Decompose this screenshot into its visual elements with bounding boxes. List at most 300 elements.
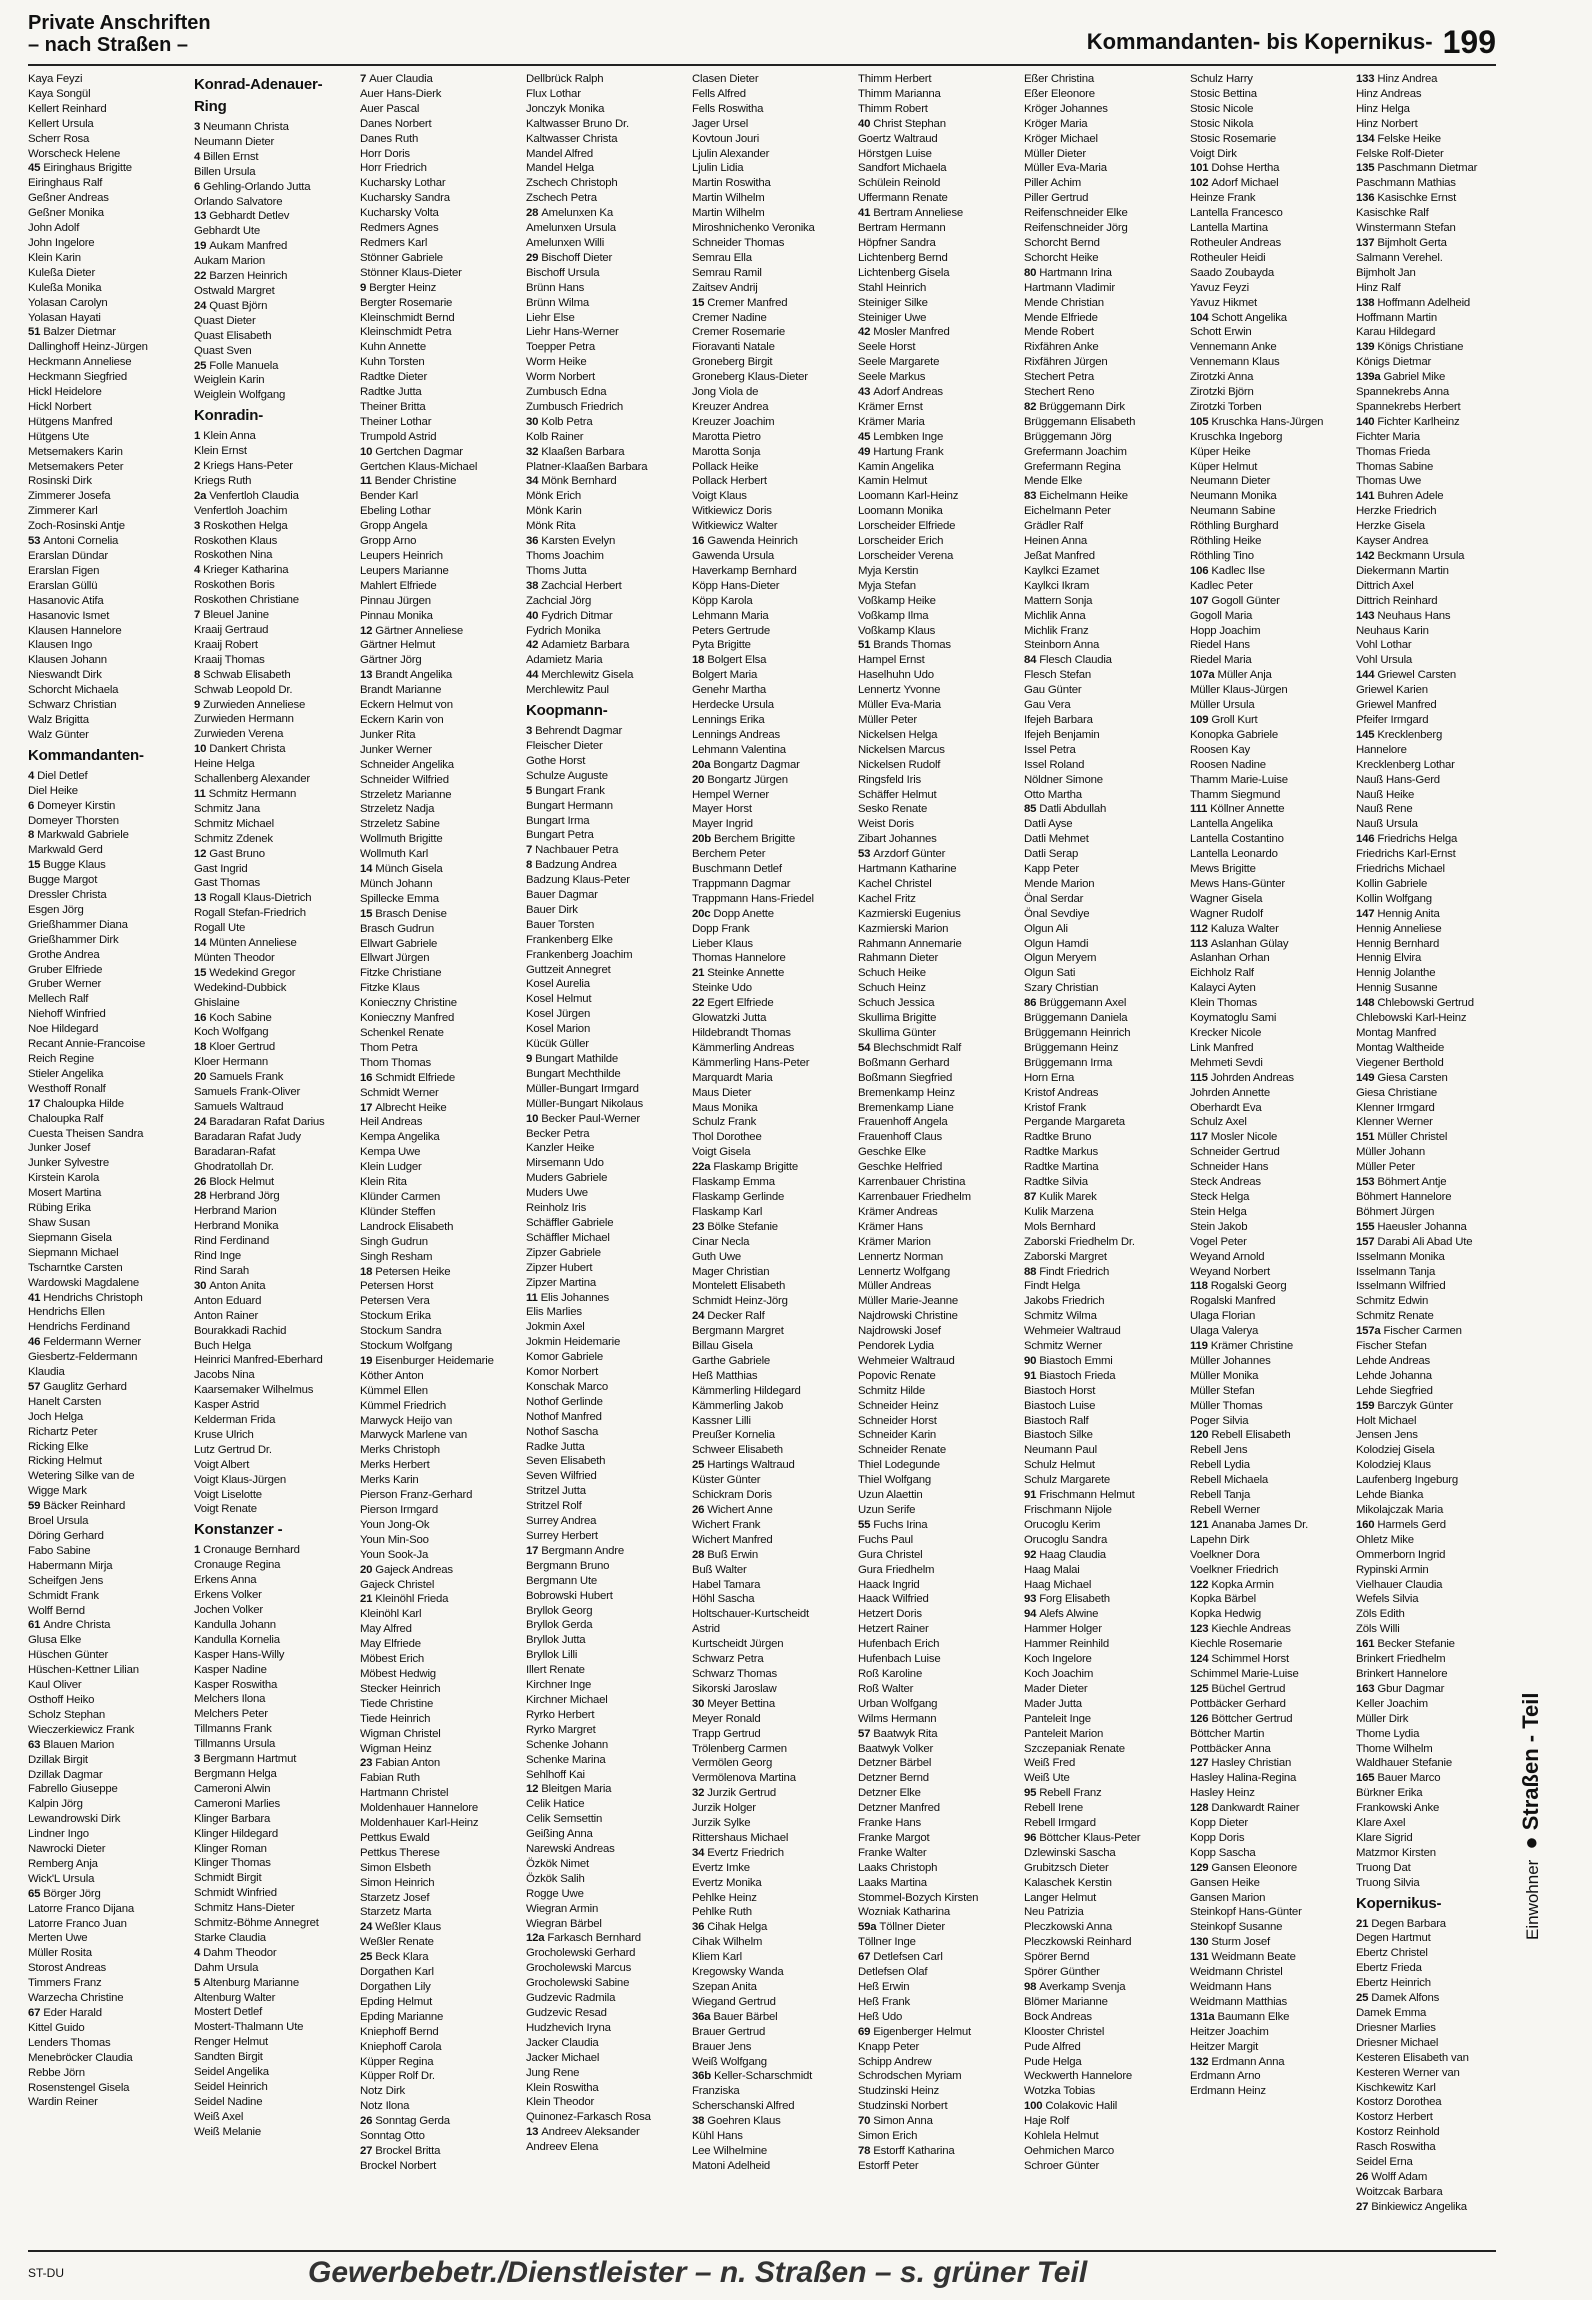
resident-name: Badzung Andrea [535, 859, 617, 872]
resident-name: Jochen Volker [194, 1604, 263, 1616]
resident-entry [692, 1399, 854, 1414]
resident-name: Link Manfred [1190, 1041, 1254, 1054]
resident-name: Ulaga Florian [1190, 1310, 1256, 1323]
resident-name: Dellbrück Ralph [526, 73, 604, 85]
resident-name: Radtke Silvia [1024, 1176, 1088, 1189]
resident-name: Bergter Heinz [369, 281, 437, 294]
resident-entry [360, 2025, 522, 2040]
resident-entry [858, 221, 1020, 236]
resident-entry [1190, 1920, 1352, 1935]
resident-name: Blechschmidt Ralf [873, 1041, 962, 1054]
resident-name: Cremer Nadine [692, 311, 767, 324]
resident-name: Wozniak Katharina [858, 1906, 950, 1919]
resident-name: Vennemann Klaus [1190, 356, 1280, 369]
resident-entry [526, 1141, 688, 1156]
resident-entry [526, 2051, 688, 2066]
resident-entry [526, 1425, 688, 1440]
resident-entry [360, 981, 522, 996]
resident-entry [1024, 1592, 1186, 1607]
resident-entry [28, 102, 190, 117]
resident-entry [194, 1339, 356, 1354]
resident-name: Nöldner Simone [1024, 773, 1103, 786]
resident-entry [360, 1607, 522, 1622]
resident-name: Wolff Adam [1371, 2170, 1428, 2183]
house-number: 21 [360, 1593, 373, 1606]
resident-name: Oehmichen Marco [1024, 2144, 1115, 2157]
resident-entry [526, 1365, 688, 1380]
resident-name: Haselhuhn Udo [858, 669, 934, 682]
resident-entry [194, 1633, 356, 1648]
resident-name: Mende Robert [1024, 326, 1094, 339]
resident-entry [1356, 609, 1518, 624]
resident-entry [1190, 2069, 1352, 2084]
resident-name: Fuchs Irina [873, 1518, 928, 1531]
resident-name: Kristof Frank [1024, 1101, 1086, 1114]
resident-name: Steiniger Uwe [858, 311, 927, 324]
resident-name: Giesa Christiane [1356, 1086, 1438, 1099]
street-heading: Konradin- [194, 407, 264, 425]
resident-entry [360, 1086, 522, 1101]
directory-column [360, 72, 526, 2252]
resident-name: Damek Alfons [1371, 1992, 1440, 2005]
resident-entry [28, 653, 190, 668]
resident-entry [194, 578, 356, 593]
resident-name: Montag Manfred [1356, 1027, 1437, 1039]
resident-entry [1190, 1786, 1352, 1801]
resident-name: Bungart Mechthilde [526, 1067, 621, 1080]
resident-name: Marotta Pietro [692, 430, 761, 443]
resident-entry [692, 966, 854, 981]
resident-name: Kosel Jürgen [526, 1008, 591, 1021]
house-number: 90 [1024, 1354, 1037, 1367]
resident-name: Cuesta Theisen Sandra [28, 1127, 144, 1140]
resident-entry [194, 1264, 356, 1279]
resident-entry [692, 1905, 854, 1920]
resident-entry [194, 623, 356, 638]
resident-name: Eigenberger Helmut [873, 2025, 971, 2038]
resident-entry [194, 1752, 356, 1767]
resident-name: Rebell Irene [1024, 1802, 1084, 1815]
resident-entry [194, 1991, 356, 2006]
resident-entry [858, 653, 1020, 668]
resident-entry [194, 1025, 356, 1040]
resident-name: Andreev Elena [526, 2141, 599, 2154]
resident-name: Lehde Johanna [1356, 1369, 1432, 1382]
resident-entry [858, 1697, 1020, 1712]
resident-name: Kasper Hans-Willy [194, 1648, 285, 1661]
resident-entry [526, 266, 688, 281]
resident-name: Glusa Elke [28, 1634, 82, 1647]
resident-name: Worm Heike [526, 356, 587, 369]
resident-name: Seele Horst [858, 341, 916, 354]
house-number: 67 [858, 1951, 871, 1964]
resident-entry [194, 1827, 356, 1842]
resident-entry [1024, 2055, 1186, 2070]
resident-name: Flux Lothar [526, 87, 581, 100]
resident-name: Guth Uwe [692, 1250, 742, 1263]
resident-name: Schwarz Thomas [692, 1667, 777, 1680]
resident-entry [194, 757, 356, 772]
resident-entry [28, 1201, 190, 1216]
directory-column [1190, 72, 1356, 2252]
resident-entry [692, 206, 854, 221]
resident-name: Schmitz Zdenek [194, 832, 273, 845]
resident-name: Sandfort Michaela [858, 162, 947, 175]
resident-entry [360, 1697, 522, 1712]
resident-name: Pude Helga [1024, 2055, 1082, 2068]
resident-entry [28, 1902, 190, 1917]
resident-entry [858, 206, 1020, 221]
resident-entry [858, 2010, 1020, 2025]
resident-name: Rittershaus Michael [692, 1831, 789, 1844]
resident-name: Frankenberg Joachim [526, 948, 633, 961]
resident-entry [858, 266, 1020, 281]
house-number: 145 [1356, 728, 1375, 741]
resident-name: Marotta Sonja [692, 445, 761, 458]
resident-name: Driesner Marlies [1356, 2021, 1436, 2034]
resident-name: Farkasch Bernhard [547, 1932, 641, 1945]
resident-entry [28, 1618, 190, 1633]
resident-name: Holt Michael [1356, 1414, 1417, 1427]
resident-name: Kämmerling Hans-Peter [692, 1056, 810, 1069]
resident-entry [1024, 1130, 1186, 1145]
resident-entry [692, 668, 854, 683]
resident-entry [858, 460, 1020, 475]
resident-name: Uzun Serife [858, 1504, 916, 1516]
resident-entry [1024, 802, 1186, 817]
resident-entry [526, 1991, 688, 2006]
resident-entry [526, 799, 688, 814]
house-number: 53 [858, 848, 871, 861]
resident-entry [692, 1622, 854, 1637]
resident-entry [526, 176, 688, 191]
resident-entry [1024, 1846, 1186, 1861]
house-number: 118 [1190, 1280, 1208, 1293]
house-number: 26 [194, 1175, 207, 1188]
resident-name: Böhmert Jürgen [1356, 1205, 1435, 1218]
resident-entry [1190, 534, 1352, 549]
resident-name: Datli Abdullah [1039, 803, 1107, 816]
resident-entry [1190, 504, 1352, 519]
resident-name: Hartings Waltraud [707, 1459, 795, 1472]
resident-entry [1024, 2025, 1186, 2040]
resident-name: Decker Ralf [707, 1310, 765, 1323]
resident-entry [1190, 2010, 1352, 2025]
resident-entry [194, 1324, 356, 1339]
resident-entry [1356, 1961, 1518, 1976]
resident-entry [28, 1022, 190, 1037]
resident-name: Schimmel Horst [1211, 1653, 1289, 1666]
resident-entry [858, 191, 1020, 206]
house-number: 40 [858, 117, 871, 130]
house-number: 84 [1024, 654, 1037, 667]
resident-name: Becker Stefanie [1377, 1638, 1455, 1651]
resident-entry [526, 2066, 688, 2081]
resident-entry [1356, 1428, 1518, 1443]
resident-name: Gbur Dagmar [1377, 1682, 1445, 1695]
resident-name: Seven Elisabeth [526, 1455, 606, 1468]
resident-name: Hüschen-Kettner Lilian [28, 1664, 139, 1677]
resident-name: Radtke Markus [1024, 1146, 1098, 1159]
resident-name: Scholz Stephan [28, 1708, 105, 1721]
resident-name: Mahlert Elfriede [360, 579, 437, 592]
resident-entry [526, 1127, 688, 1142]
resident-entry [1190, 758, 1352, 773]
resident-entry [28, 858, 190, 873]
resident-entry [1356, 2125, 1518, 2140]
house-number: 13 [194, 210, 207, 223]
resident-entry [360, 311, 522, 326]
resident-entry [360, 445, 522, 460]
resident-name: Epding Helmut [360, 1995, 433, 2008]
resident-entry [1356, 1637, 1518, 1652]
resident-name: Grädler Ralf [1024, 520, 1084, 533]
resident-entry [858, 1905, 1020, 1920]
resident-entry [1356, 191, 1518, 206]
resident-entry [858, 1771, 1020, 1786]
resident-entry [526, 1022, 688, 1037]
resident-name: Baradaran Rafat Darius [209, 1115, 325, 1128]
resident-entry [526, 1768, 688, 1783]
resident-name: Auer Pascal [360, 102, 420, 115]
resident-entry [858, 609, 1020, 624]
resident-name: Töllner Inge [858, 1936, 916, 1949]
resident-entry [1356, 937, 1518, 952]
resident-entry [1190, 1980, 1352, 1995]
resident-entry [692, 1920, 854, 1935]
resident-name: Müller Christel [1377, 1131, 1448, 1144]
resident-entry [526, 340, 688, 355]
resident-name: Singh Resham [360, 1250, 433, 1263]
resident-name: Voigt Renate [194, 1503, 257, 1516]
resident-entry [858, 788, 1020, 803]
resident-name: Bijmholt Gerta [1377, 236, 1447, 249]
resident-entry [194, 1961, 356, 1976]
house-number: 92 [1024, 1548, 1037, 1561]
resident-name: Schulz Frank [692, 1116, 757, 1129]
resident-entry [526, 1857, 688, 1872]
resident-name: Kellert Reinhard [28, 102, 107, 115]
resident-name: Schmidt Heinz-Jörg [692, 1295, 788, 1308]
resident-name: Lennertz Wolfgang [858, 1265, 951, 1278]
resident-name: Rebell Tanja [1190, 1489, 1251, 1502]
resident-name: Simon Elsbeth [360, 1861, 431, 1874]
resident-name: Ellwart Jürgen [360, 952, 430, 965]
house-number: 24 [360, 1921, 373, 1934]
resident-entry [360, 1354, 522, 1369]
resident-entry [526, 1514, 688, 1529]
resident-entry [1190, 1831, 1352, 1846]
resident-name: Zumbusch Friedrich [526, 400, 624, 413]
resident-entry [28, 1082, 190, 1097]
resident-entry [526, 102, 688, 117]
resident-name: Klooster Christel [1024, 2025, 1105, 2038]
resident-entry [194, 787, 356, 802]
resident-entry [28, 1216, 190, 1231]
resident-name: Wardowski Magdalene [28, 1276, 140, 1289]
resident-name: Garthe Gabriele [692, 1354, 771, 1367]
resident-entry [1356, 1831, 1518, 1846]
resident-entry [1024, 1861, 1186, 1876]
resident-entry [526, 1395, 688, 1410]
resident-name: May Alfred [360, 1623, 412, 1636]
resident-entry [1356, 1115, 1518, 1130]
resident-entry [1024, 147, 1186, 162]
resident-name: Fabian Ruth [360, 1772, 420, 1785]
resident-entry [858, 72, 1020, 87]
resident-name: Findt Helga [1024, 1280, 1081, 1293]
house-number: 121 [1190, 1518, 1209, 1531]
resident-entry [1356, 653, 1518, 668]
resident-name: Rahmann Annemarie [858, 937, 962, 950]
resident-name: Karsten Evelyn [541, 535, 616, 548]
resident-entry [1024, 907, 1186, 922]
resident-entry [194, 284, 356, 299]
house-number: 105 [1190, 415, 1209, 428]
resident-name: Dahm Theodor [203, 1946, 277, 1959]
resident-entry [858, 862, 1020, 877]
resident-name: Balzer Dietmar [43, 326, 116, 339]
resident-entry [692, 1965, 854, 1980]
resident-name: Esgen Jörg [28, 903, 84, 916]
resident-name: Konschak Marco [526, 1380, 609, 1393]
resident-name: Detzner Bärbel [858, 1757, 932, 1770]
resident-name: Riedel Hans [1190, 639, 1250, 652]
resident-name: Kniephoff Carola [360, 2040, 442, 2053]
resident-entry [194, 906, 356, 921]
resident-name: Pierson Franz-Gerhard [360, 1489, 473, 1502]
resident-entry [526, 385, 688, 400]
side-tab-label-1: Einwohner [1523, 1859, 1542, 1940]
resident-entry [526, 668, 688, 683]
resident-name: Jacobs Nina [194, 1369, 255, 1382]
resident-name: Wollmuth Brigitte [360, 833, 443, 846]
resident-entry [1356, 1294, 1518, 1309]
resident-entry [692, 1592, 854, 1607]
resident-name: Flaskamp Karl [692, 1205, 763, 1218]
resident-entry [858, 1309, 1020, 1324]
resident-entry [1190, 1294, 1352, 1309]
resident-entry [692, 1846, 854, 1861]
resident-name: Lantella Angelika [1190, 818, 1273, 831]
resident-entry [1024, 951, 1186, 966]
resident-name: Marwyck Marlene van [360, 1429, 467, 1442]
resident-name: Strzeletz Sabine [360, 818, 440, 831]
house-number: 17 [28, 1097, 41, 1110]
resident-name: Müller Peter [1356, 1161, 1416, 1174]
house-number: 15 [194, 966, 207, 979]
resident-name: Müller Johannes [1190, 1354, 1271, 1367]
resident-name: Miroshnichenko Veronika [692, 222, 815, 235]
resident-name: Hasanovic Ismet [28, 609, 110, 622]
resident-name: Simon Heinrich [360, 1876, 435, 1889]
resident-name: Erdmann Anna [1211, 2055, 1285, 2068]
house-number: 59 [28, 1500, 41, 1513]
resident-name: Cihak Wilhelm [692, 1936, 763, 1949]
resident-name: Krämer Ernst [858, 400, 923, 413]
resident-name: Flaskamp Brigitte [713, 1161, 798, 1174]
resident-name: Lehde Siegfried [1356, 1384, 1433, 1397]
resident-entry [194, 1130, 356, 1145]
resident-entry [1190, 907, 1352, 922]
resident-entry [692, 996, 854, 1011]
resident-entry [858, 1324, 1020, 1339]
resident-name: Kraaij Gertraud [194, 624, 269, 636]
resident-name: Findt Friedrich [1039, 1265, 1110, 1278]
resident-name: Ghislaine [194, 996, 240, 1009]
resident-name: Issel Petra [1024, 743, 1076, 756]
resident-entry [692, 1250, 854, 1265]
resident-name: Fells Roswitha [692, 102, 764, 115]
resident-entry [360, 460, 522, 475]
resident-name: Küpper Regina [360, 2055, 434, 2068]
house-number: 136 [1356, 192, 1375, 205]
resident-name: Brüggemann Jörg [1024, 430, 1112, 443]
resident-name: Jacker Michael [526, 2051, 600, 2064]
resident-name: Buß Erwin [707, 1548, 759, 1561]
resident-entry [1356, 1130, 1518, 1145]
resident-entry [1024, 624, 1186, 639]
resident-name: Kempa Angelika [360, 1131, 440, 1144]
resident-entry [194, 727, 356, 742]
resident-entry [858, 1816, 1020, 1831]
resident-entry [1356, 1607, 1518, 1622]
resident-entry [1190, 1995, 1352, 2010]
resident-name: Klenner Werner [1356, 1116, 1433, 1129]
resident-entry [1190, 728, 1352, 743]
resident-entry [1356, 1652, 1518, 1667]
resident-entry [28, 1604, 190, 1619]
resident-entry [194, 135, 356, 150]
resident-entry [692, 624, 854, 639]
resident-entry [858, 1086, 1020, 1101]
resident-entry [858, 564, 1020, 579]
resident-name: Pehlke Heinz [692, 1891, 757, 1904]
resident-entry [360, 1920, 522, 1935]
resident-entry [692, 1637, 854, 1652]
resident-entry [1190, 1533, 1352, 1548]
resident-name: Kaltwasser Christa [526, 132, 618, 145]
resident-entry [360, 1160, 522, 1175]
resident-name: Danes Norbert [360, 117, 432, 130]
resident-name: Tscharntke Carsten [28, 1261, 123, 1274]
resident-name: Bryllok Jutta [526, 1634, 586, 1647]
resident-entry [1190, 1026, 1352, 1041]
resident-name: Detlefsen Carl [873, 1951, 943, 1964]
resident-entry [858, 311, 1020, 326]
resident-entry [28, 609, 190, 624]
resident-entry [1024, 877, 1186, 892]
resident-name: Kolb Rainer [526, 430, 584, 443]
resident-name: Petersen Horst [360, 1280, 434, 1293]
resident-name: Kayser Andrea [1356, 535, 1429, 548]
house-number: 42 [858, 326, 871, 339]
resident-name: Giesbertz-Feldermann [28, 1351, 138, 1364]
resident-name: Strzeletz Marianne [360, 788, 452, 801]
resident-name: Fitzke Christiane [360, 967, 442, 980]
house-number: 25 [1356, 1992, 1369, 2005]
resident-entry [1190, 1130, 1352, 1145]
resident-name: Preußer Kornelia [692, 1429, 775, 1442]
resident-name: Detlefsen Olaf [858, 1966, 928, 1979]
resident-name: Zimmerer Karl [28, 505, 98, 518]
resident-name: Röthling Tino [1190, 550, 1254, 562]
resident-name: Schuch Heinz [858, 982, 926, 995]
house-number: 5 [526, 784, 533, 797]
resident-name: Bauer Marco [1377, 1772, 1441, 1785]
resident-name: Roskothen Nina [194, 549, 273, 562]
resident-entry [526, 251, 688, 266]
